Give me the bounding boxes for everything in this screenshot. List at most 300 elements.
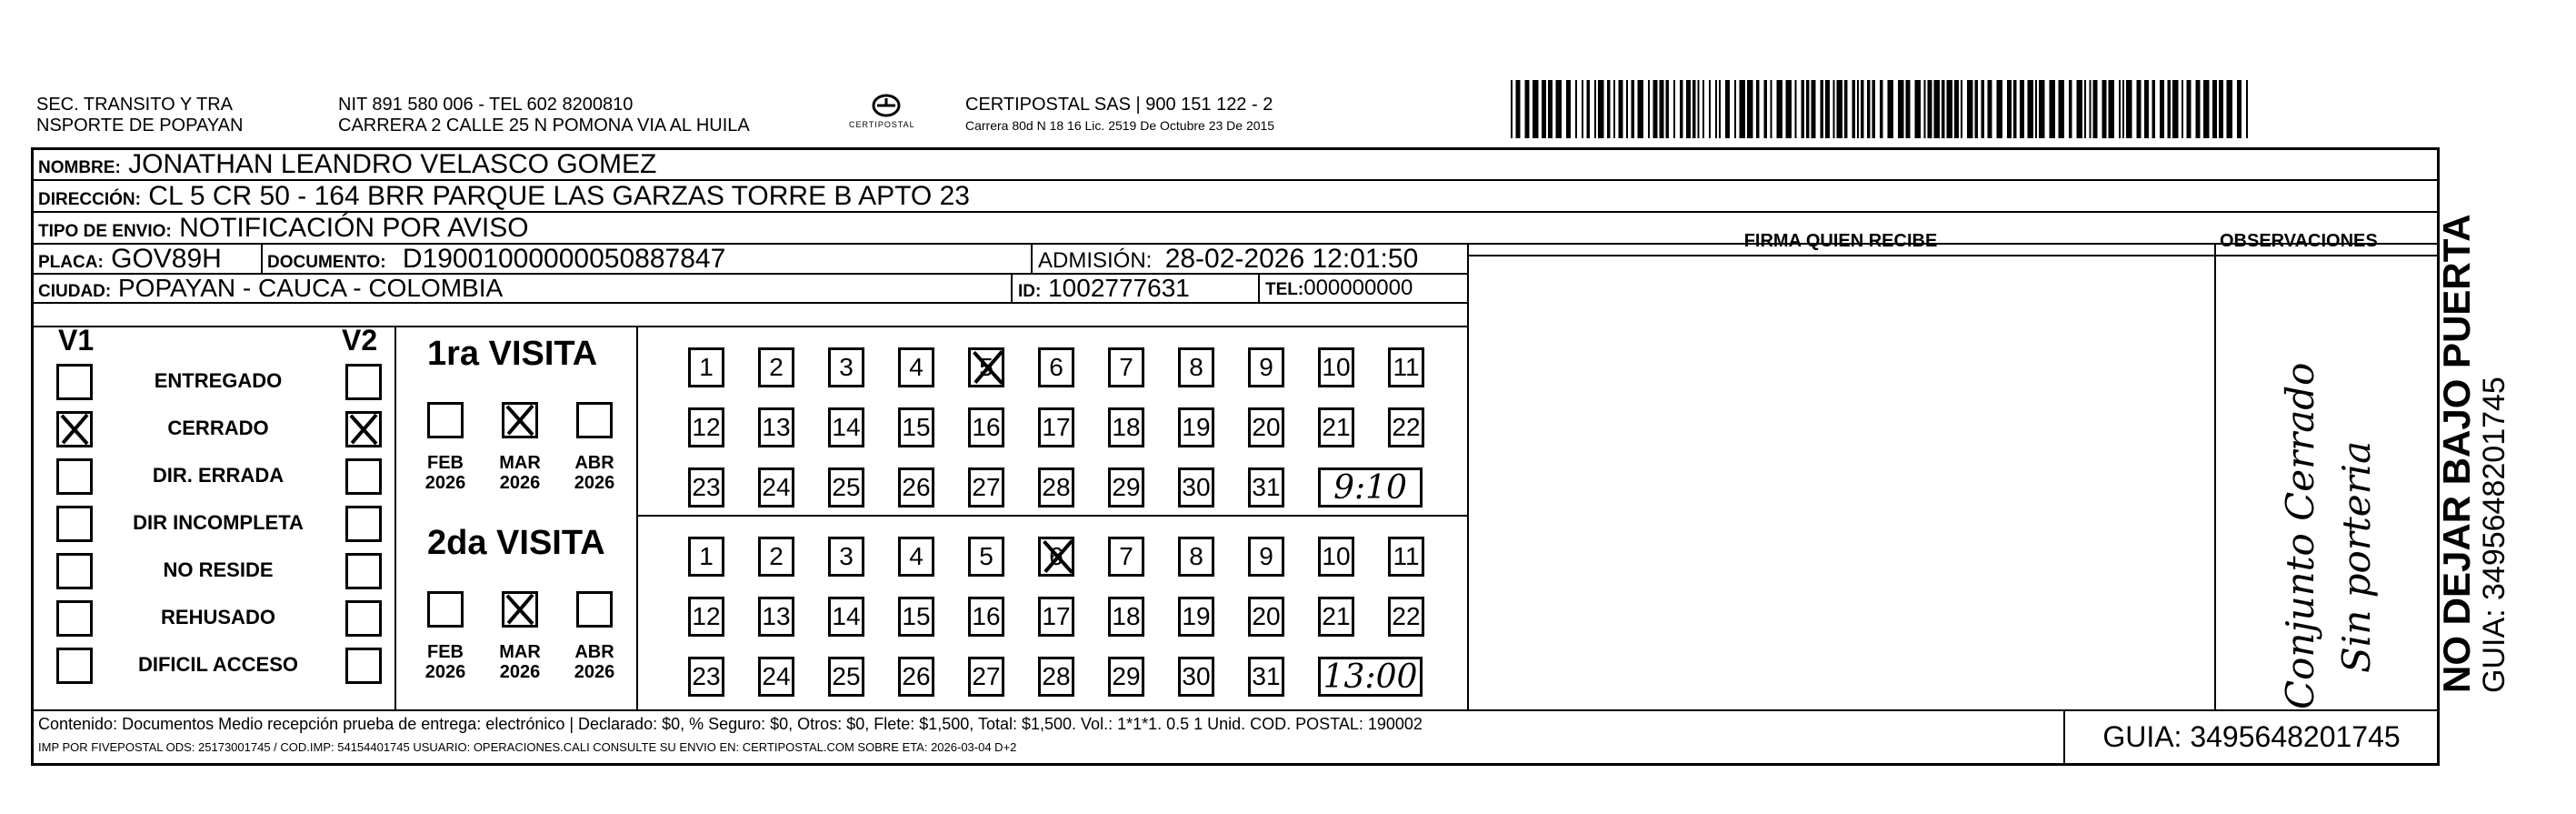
carrier-line-1: CERTIPOSTAL SAS | 900 151 122 - 2 <box>965 95 1273 115</box>
day-number: 26 <box>902 473 931 501</box>
day-box[interactable] <box>1038 657 1074 697</box>
day-box[interactable] <box>898 407 934 447</box>
day-number: 19 <box>1182 413 1211 441</box>
day-box[interactable] <box>688 347 724 387</box>
tipo-envio-row: TIPO DE ENVIO: NOTIFICACIÓN POR AVISO <box>38 213 529 243</box>
barcode-bar <box>2020 80 2024 138</box>
barcode-bar <box>1867 80 1871 138</box>
barcode-bar <box>1812 80 1816 138</box>
tipo-envio: NOTIFICACIÓN POR AVISO <box>179 213 529 243</box>
barcode-bar <box>1795 80 1797 138</box>
day-box[interactable] <box>1248 347 1284 387</box>
month-year: 2026 <box>424 473 466 493</box>
tel-field: TEL:000000000 <box>1265 276 1413 300</box>
barcode-bar <box>1734 80 1736 138</box>
month-year: 2026 <box>424 662 466 682</box>
admision-field: ADMISIÓN: 28-02-2026 12:01:50 <box>1038 244 1419 274</box>
certipostal-logo-icon <box>845 91 927 136</box>
barcode-bar <box>2137 80 2142 138</box>
barcode-bar <box>1786 80 1792 138</box>
ciudad-field: CIUDAD: POPAYAN - CAUCA - COLOMBIA <box>38 274 504 302</box>
status-label: DIFICIL ACCESO <box>137 653 298 676</box>
barcode-bar <box>1653 80 1658 138</box>
day-number: 27 <box>972 662 1001 690</box>
barcode-bar <box>1594 80 1596 138</box>
handwritten-x-mark <box>56 411 93 447</box>
v1-label: V1 <box>58 324 95 357</box>
barcode-bar <box>1777 80 1783 138</box>
day-box[interactable] <box>1388 347 1424 387</box>
day-box[interactable] <box>1318 347 1354 387</box>
barcode-bar <box>2039 80 2045 138</box>
day-box[interactable] <box>898 537 934 577</box>
barcode-bar <box>2109 80 2115 138</box>
day-number: 5 <box>979 542 993 570</box>
day-box[interactable] <box>828 657 864 697</box>
day-box[interactable] <box>1388 597 1424 637</box>
day-number: 11 <box>1393 542 1420 570</box>
day-box[interactable] <box>968 347 1004 387</box>
day-box[interactable] <box>1108 347 1144 387</box>
day-number: 1 <box>699 353 714 381</box>
day-box[interactable] <box>968 537 1004 577</box>
day-number: 5 <box>979 353 993 381</box>
day-number: 2 <box>769 542 784 570</box>
barcode-bar <box>1833 80 1835 138</box>
day-box[interactable] <box>688 407 724 447</box>
day-box[interactable] <box>688 537 724 577</box>
day-number: 30 <box>1182 662 1211 690</box>
visit-title: 1ra VISITA <box>427 335 598 373</box>
day-number: 20 <box>1252 602 1281 630</box>
barcode-bar <box>1764 80 1768 138</box>
handwritten-time: 9:10 <box>1333 468 1407 507</box>
barcode-bar <box>2182 80 2183 138</box>
v1-checkbox[interactable] <box>56 506 93 542</box>
barcode-bar <box>1947 80 1953 138</box>
day-number: 31 <box>1252 473 1281 501</box>
day-box[interactable] <box>1178 537 1214 577</box>
barcode-bar <box>2102 80 2107 138</box>
day-box[interactable] <box>1318 537 1354 577</box>
day-box[interactable] <box>968 657 1004 697</box>
day-number: 10 <box>1322 542 1351 570</box>
day-number: 7 <box>1119 542 1133 570</box>
day-box[interactable] <box>1038 347 1074 387</box>
month-name: MAR <box>499 453 541 473</box>
barcode-bar <box>2219 80 2223 138</box>
day-box[interactable] <box>828 537 864 577</box>
admision-value: 28-02-2026 12:01:50 <box>1164 244 1419 274</box>
v1-checkbox[interactable] <box>56 364 93 400</box>
barcode-bar <box>2203 80 2210 138</box>
barcode-bar <box>1575 80 1577 138</box>
day-box[interactable] <box>1178 407 1214 447</box>
v2-checkbox[interactable] <box>345 553 382 589</box>
barcode <box>1511 80 2256 138</box>
barcode-bar <box>2028 80 2034 138</box>
side-guia: GUIA: 3495648201745 <box>2477 377 2511 693</box>
day-box[interactable] <box>758 597 794 637</box>
status-label: DIR INCOMPLETA <box>133 511 304 534</box>
status-label: DIR. ERRADA <box>152 464 285 487</box>
day-box[interactable] <box>1108 597 1144 637</box>
barcode-bar <box>1660 80 1664 138</box>
barcode-bar <box>2069 80 2072 138</box>
day-box[interactable] <box>1248 597 1284 637</box>
carrier-logo <box>845 91 927 136</box>
time-box[interactable] <box>1318 467 1423 507</box>
month-year: 2026 <box>499 662 541 682</box>
barcode-bar <box>2093 80 2098 138</box>
barcode-bar <box>2050 80 2056 138</box>
barcode-bar <box>1928 80 1932 138</box>
barcode-bar <box>1632 80 1635 138</box>
day-box[interactable] <box>1248 467 1284 507</box>
barcode-bar <box>1756 80 1760 138</box>
day-number: 21 <box>1322 602 1351 630</box>
day-box[interactable] <box>968 467 1004 507</box>
day-box[interactable] <box>828 347 864 387</box>
footer-contenido: Contenido: Documentos Medio recepción prueba de entrega: electrónico | Declarado: $0, % Seguro: $0, Otros: $0, Flete: $1,500, Total: $1,500. Vol.: 1*1*1. 0.5 1 Unid. COD. POSTAL: 190002 <box>38 715 1423 733</box>
day-number: 4 <box>909 353 924 381</box>
handwritten-x-mark <box>1038 537 1078 577</box>
day-box[interactable] <box>828 407 864 447</box>
barcode-bar <box>1857 80 1859 138</box>
day-box[interactable] <box>758 537 794 577</box>
day-number: 14 <box>832 602 861 630</box>
barcode-bar <box>1988 80 1992 138</box>
barcode-bar <box>1607 80 1611 138</box>
month-checkbox[interactable] <box>427 402 464 438</box>
day-box[interactable] <box>1318 597 1354 637</box>
day-number: 22 <box>1392 602 1421 630</box>
day-box[interactable] <box>1108 467 1144 507</box>
v1-checkbox[interactable] <box>56 553 93 589</box>
day-number: 16 <box>972 413 1001 441</box>
barcode-bar <box>1709 80 1711 138</box>
barcode-bar <box>2122 80 2124 138</box>
day-box[interactable] <box>1178 347 1214 387</box>
status-label: ENTREGADO <box>154 369 283 392</box>
day-box[interactable] <box>1178 467 1214 507</box>
day-number: 23 <box>692 473 721 501</box>
day-number: 6 <box>1049 353 1063 381</box>
day-number: 7 <box>1119 353 1133 381</box>
day-number: 29 <box>1112 473 1141 501</box>
barcode-bar <box>1924 80 1926 138</box>
barcode-bar <box>1975 80 1979 138</box>
v1-checkbox[interactable] <box>56 411 93 447</box>
day-box[interactable] <box>1178 597 1214 637</box>
day-box[interactable] <box>1318 407 1354 447</box>
month-checkbox[interactable] <box>576 402 613 438</box>
day-number: 10 <box>1322 353 1351 381</box>
day-number: 21 <box>1322 413 1351 441</box>
barcode-bar <box>2007 80 2012 138</box>
month-name: ABR <box>574 453 614 473</box>
day-box[interactable] <box>688 597 724 637</box>
day-number: 4 <box>909 542 924 570</box>
barcode-bar <box>2168 80 2172 138</box>
observaciones-line-2: Sin porteria <box>2334 440 2379 673</box>
sender-contact <box>338 95 750 136</box>
day-box[interactable] <box>1038 537 1074 577</box>
barcode-bar <box>1686 80 1691 138</box>
recipient-address: CL 5 CR 50 - 164 BRR PARQUE LAS GARZAS TORRE B APTO 23 <box>148 181 970 211</box>
barcode-bar <box>1582 80 1583 138</box>
day-box[interactable] <box>1038 597 1074 637</box>
footer-imp: IMP POR FIVEPOSTAL ODS: 25173001745 / COD.IMP: 54154401745 USUARIO: OPERACIONES.CALI CONSULTE SU ENVIO EN: CERTIPOSTAL.COM SOBRE ETA: 2026-03-04 D+2 <box>38 740 1017 754</box>
day-number: 8 <box>1189 542 1203 570</box>
visit-title: 2da VISITA <box>427 524 605 562</box>
day-box[interactable] <box>758 347 794 387</box>
day-number: 14 <box>832 413 861 441</box>
handwritten-x-mark <box>345 411 382 447</box>
month-checkbox[interactable] <box>576 591 613 628</box>
day-box[interactable] <box>688 467 724 507</box>
sender-line-2: NSPORTE DE POPAYAN <box>36 116 244 136</box>
barcode-bar <box>1698 80 1700 138</box>
month-checkbox[interactable] <box>502 591 538 628</box>
barcode-bar <box>1825 80 1830 138</box>
barcode-bar <box>1906 80 1911 138</box>
barcode-bar <box>1740 80 1746 138</box>
address-line: CARRERA 2 CALLE 25 N POMONA VIA AL HUILA <box>338 116 750 136</box>
day-box[interactable] <box>898 467 934 507</box>
day-number: 3 <box>839 542 854 570</box>
barcode-bar <box>1715 80 1717 138</box>
month-label <box>569 453 620 493</box>
barcode-bar <box>1587 80 1591 138</box>
month-label <box>494 642 545 682</box>
barcode-bar <box>2152 80 2156 138</box>
barcode-bar <box>1511 80 1513 138</box>
month-checkbox[interactable] <box>502 402 538 438</box>
barcode-bar <box>2119 80 2121 138</box>
barcode-bar <box>1942 80 1945 138</box>
status-label: CERRADO <box>167 417 269 439</box>
day-number: 26 <box>902 662 931 690</box>
barcode-bar <box>2077 80 2083 138</box>
day-box[interactable] <box>758 657 794 697</box>
barcode-bar <box>1525 80 1530 138</box>
v2-checkbox[interactable] <box>345 364 382 400</box>
handwritten-x-mark <box>502 402 538 438</box>
day-number: 30 <box>1182 473 1211 501</box>
status-label: NO RESIDE <box>163 558 274 581</box>
day-number: 18 <box>1112 413 1141 441</box>
barcode-bar <box>2090 80 2092 138</box>
side-warning <box>2436 184 2511 693</box>
day-box[interactable] <box>968 407 1004 447</box>
carrier-info <box>965 95 1274 136</box>
day-number: 8 <box>1189 353 1203 381</box>
barcode-bar <box>1821 80 1824 138</box>
nit-line: NIT 891 580 006 - TEL 602 8200810 <box>338 95 634 115</box>
month-label <box>569 642 620 682</box>
day-box[interactable] <box>1178 657 1214 697</box>
day-number: 12 <box>692 413 721 441</box>
day-number: 25 <box>832 662 861 690</box>
day-box[interactable] <box>1108 657 1144 697</box>
barcode-bar <box>1673 80 1675 138</box>
barcode-bar <box>2196 80 2201 138</box>
barcode-bar <box>1725 80 1730 138</box>
barcode-bar <box>1837 80 1843 138</box>
month-year: 2026 <box>574 662 615 682</box>
day-number: 3 <box>839 353 854 381</box>
day-number: 6 <box>1049 542 1063 570</box>
day-number: 28 <box>1042 473 1071 501</box>
no-dejar-bajo-puerta: NO DEJAR BAJO PUERTA <box>2435 214 2478 693</box>
barcode-bar <box>1961 80 1962 138</box>
day-number: 27 <box>972 473 1001 501</box>
day-number: 22 <box>1392 413 1421 441</box>
month-year: 2026 <box>499 473 541 493</box>
barcode-bar <box>1548 80 1553 138</box>
day-number: 23 <box>692 662 721 690</box>
day-box[interactable] <box>1388 407 1424 447</box>
month-label <box>494 453 545 493</box>
handwritten-x-mark <box>968 347 1008 387</box>
barcode-bar <box>1542 80 1546 138</box>
day-number: 11 <box>1393 353 1420 381</box>
day-box[interactable] <box>898 657 934 697</box>
v2-checkbox[interactable] <box>345 506 382 542</box>
barcode-bar <box>1888 80 1894 138</box>
day-box[interactable] <box>1388 537 1424 577</box>
barcode-bar <box>1967 80 1973 138</box>
day-number: 15 <box>902 602 931 630</box>
observaciones-label: OBSERVACIONES <box>2220 231 2378 251</box>
barcode-bar <box>2246 80 2248 138</box>
v2-checkbox[interactable] <box>345 411 382 447</box>
day-number: 9 <box>1259 542 1273 570</box>
barcode-bar <box>1619 80 1623 138</box>
barcode-bar <box>1680 80 1683 138</box>
firma-label: FIRMA QUIEN RECIBE <box>1743 231 1938 251</box>
status-label: REHUSADO <box>161 606 275 628</box>
day-box[interactable] <box>1248 537 1284 577</box>
barcode-bar <box>2059 80 2065 138</box>
barcode-bar <box>1898 80 1904 138</box>
day-number: 15 <box>902 413 931 441</box>
handwritten-time: 13:00 <box>1323 658 1418 696</box>
v1-checkbox[interactable] <box>56 648 93 684</box>
id-field: ID: 1002777631 <box>1018 274 1190 302</box>
day-box[interactable] <box>1038 407 1074 447</box>
day-number: 17 <box>1042 602 1071 630</box>
barcode-image <box>1511 80 2256 138</box>
nombre-row: NOMBRE: JONATHAN LEANDRO VELASCO GOMEZ <box>38 149 657 179</box>
barcode-bar <box>1982 80 1985 138</box>
month-year: 2026 <box>574 473 615 493</box>
placa-field: PLACA: GOV89H <box>38 244 222 274</box>
observaciones-handwriting <box>2272 236 2409 709</box>
barcode-bar <box>2212 80 2217 138</box>
day-number: 31 <box>1252 662 1281 690</box>
v2-checkbox[interactable] <box>345 648 382 684</box>
day-box[interactable] <box>1248 407 1284 447</box>
month-label <box>420 453 471 493</box>
day-box[interactable] <box>1038 467 1074 507</box>
barcode-bar <box>1516 80 1521 138</box>
handwritten-x-mark <box>502 591 538 628</box>
month-name: ABR <box>574 642 614 662</box>
day-box[interactable] <box>1108 407 1144 447</box>
v1-checkbox[interactable] <box>56 458 93 495</box>
barcode-bar <box>1861 80 1864 138</box>
month-label <box>420 642 471 682</box>
day-box[interactable] <box>1108 537 1144 577</box>
day-number: 16 <box>972 602 1001 630</box>
barcode-bar <box>2237 80 2242 138</box>
sender-name <box>36 95 243 136</box>
documento-value: D19001000000050887847 <box>402 244 726 274</box>
day-box[interactable] <box>898 597 934 637</box>
barcode-bar <box>1915 80 1922 138</box>
carrier-line-2: Carrera 80d N 18 16 Lic. 2519 De Octubre 23 De 2015 <box>965 118 1275 133</box>
barcode-bar <box>1997 80 2003 138</box>
sender-line-1: SEC. TRANSITO Y TRA <box>36 95 233 115</box>
barcode-bar <box>2013 80 2017 138</box>
day-box[interactable] <box>898 347 934 387</box>
barcode-bar <box>2160 80 2164 138</box>
barcode-bar <box>1556 80 1563 138</box>
barcode-bar <box>2126 80 2132 138</box>
day-box[interactable] <box>968 597 1004 637</box>
logo-caption: CERTIPOSTAL <box>849 120 915 129</box>
month-checkbox[interactable] <box>427 591 464 628</box>
day-box[interactable] <box>828 467 864 507</box>
day-number: 18 <box>1112 602 1141 630</box>
documento-field: DOCUMENTO: D19001000000050887847 <box>267 244 726 274</box>
v2-checkbox[interactable] <box>345 600 382 637</box>
barcode-bar <box>2084 80 2086 138</box>
day-number: 2 <box>769 353 784 381</box>
v2-checkbox[interactable] <box>345 458 382 495</box>
firma-area[interactable] <box>1471 258 2211 708</box>
recipient-name: JONATHAN LEANDRO VELASCO GOMEZ <box>128 149 657 179</box>
day-box[interactable] <box>758 467 794 507</box>
time-box[interactable] <box>1318 657 1423 697</box>
barcode-bar <box>1852 80 1856 138</box>
day-number: 24 <box>762 662 791 690</box>
barcode-bar <box>1692 80 1696 138</box>
barcode-bar <box>1702 80 1704 138</box>
v1-checkbox[interactable] <box>56 600 93 637</box>
barcode-bar <box>1648 80 1650 138</box>
barcode-bar <box>1626 80 1628 138</box>
day-box[interactable] <box>758 407 794 447</box>
day-number: 12 <box>692 602 721 630</box>
day-number: 9 <box>1259 353 1273 381</box>
barcode-bar <box>1954 80 1959 138</box>
direccion-row: DIRECCIÓN: CL 5 CR 50 - 164 BRR PARQUE LAS GARZAS TORRE B APTO 23 <box>38 181 970 211</box>
observaciones-line-1: Conjunto Cerrado <box>2278 362 2322 709</box>
day-box[interactable] <box>1248 657 1284 697</box>
barcode-bar <box>2187 80 2192 138</box>
day-box[interactable] <box>828 597 864 637</box>
barcode-bar <box>1806 80 1810 138</box>
month-name: FEB <box>427 642 464 662</box>
day-box[interactable] <box>688 657 724 697</box>
day-number: 25 <box>832 473 861 501</box>
day-number: 24 <box>762 473 791 501</box>
barcode-bar <box>1666 80 1670 138</box>
barcode-bar <box>1802 80 1805 138</box>
